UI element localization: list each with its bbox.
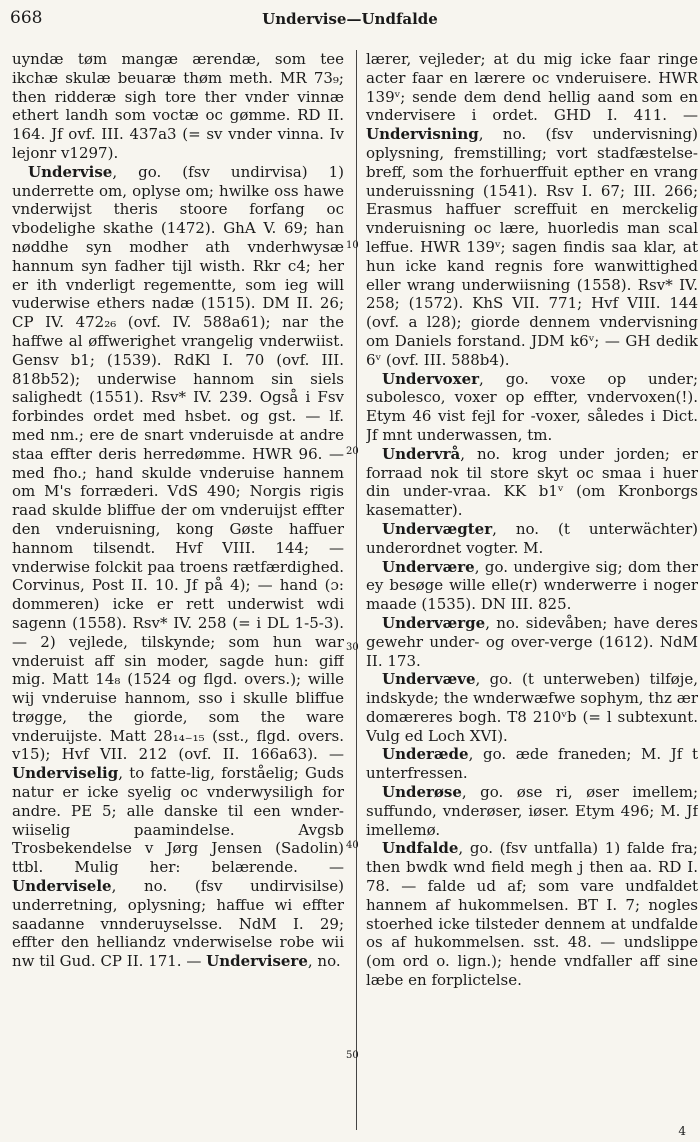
dictionary-entry: [366, 558, 698, 614]
entry-text: , no. (t unterwächter) underordnet vogter. M.: [366, 519, 698, 557]
dictionary-entry: [366, 370, 698, 445]
entry-text: , go. øse ri, øser imellem; suffundo, vnderøser, iøser. Etym 496; M. Jf imellemø.: [366, 783, 698, 839]
headword: Underæde: [382, 745, 469, 764]
headword: Underværge: [382, 613, 486, 632]
dictionary-entry: [366, 783, 698, 839]
entry-text: , no. (fsv undirvisilse) underretning, oplysning; haffue wi effter saadanne vnnderuyselsse. NdM I. 29; effter den helliandz vnderwiselse robe wii nw til Gud. CP II. 171. —: [12, 877, 344, 971]
left-column: [12, 50, 344, 1130]
headword: Undervægter: [382, 519, 493, 538]
entry-text: uyndæ tøm mangæ ærendæ, som tee ikchæ skulæ beuaræ thøm meth. MR 73₉; then ridderæ sigh tore ther vnder vinnæ ethert landh som voctæ oc gømme. RD II. 164. Jf ovf. III. 437a3 (= sv vnder vinna. Iv lejonr v1297).: [12, 50, 344, 162]
dictionary-entry: [12, 50, 344, 163]
headword: Undervæve: [382, 670, 476, 689]
dictionary-entry: [366, 745, 698, 783]
line-number: 40: [346, 840, 359, 851]
headword: Underøse: [382, 783, 462, 802]
right-column: [366, 50, 698, 1130]
dictionary-entry: [366, 670, 698, 745]
headword: Undervære: [382, 557, 475, 576]
entry-text: , go. voxe op under; subolesco, voxer op effter, vndervoxen(!). Etym 46 vist fejl for -voxer, således i Dict. Jf mnt underwassen, tm.: [366, 369, 698, 444]
dictionary-entry: [12, 163, 344, 971]
entry-text: , no. sidevåben; have deres gewehr under- og over-verge (1612). NdM II. 173.: [366, 613, 698, 670]
line-number: 10: [346, 240, 359, 251]
line-number: 30: [346, 642, 359, 653]
entry-text: , go. (fsv undirvisa) 1) underrette om, oplyse om; hwilke oss hawe vnderwijst theris stoore forfang oc vbodelighe skathe (1472). GhA V. 69; han nøddhe syn modher ath vnderhwysæ hannum syn fadher tijl wisth. Rkr c4; her er ith vnderligt regementte, som ieg will vuderwise ethers nadæ (1515). DM II. 26; CP IV. 472₂₆ (ovf. IV. 588a61); nar the haffwe al øffwerighet vrangelig vnderwiist. Gensv b1; (1539). RdKl I. 70 (ovf. III. 818b52); underwise hannom sin siels salighedt (1551). Rsv* IV. 239. Også i Fsv forbindes ordet med hsbet. og gst. — lf. med nm.; ere de snart vnderuisde at andre staa effter deris herredømme. HWR 96. — med fho.; hand skulde vnderuise hannem om M's forræderi. VdS 490; Norgis rigis raad skulde bliffue der om vnderuijst effter den vnderuisning, kong Gøste haffuer hannom tilsendt. Hvf VIII. 144; — vnderwise folckit paa troens rætfærdighed. Corvinus, Post II. 10. Jf på 4); — hand (ɔ: dommeren) icke er rett underwist wdi sagenn (1558). Rsv* IV. 258 (= i DL 1-5-3). — 2) vejlede, tilskynde; som hun war vnderuist aff sin moder, sagde hun: giff mig. Matt 14₈ (1524 og flgd. overs.); wille wij vnderuise hannom, sso i skulle bliffue trøgge, the giorde, som the ware vnderuijste. Matt 28₁₄₋₁₅ (sst., flgd. overs. v15); Hvf VII. 212 (ovf. II. 166a63). —: [12, 162, 344, 764]
headword: Undervoxer: [382, 369, 480, 388]
entry-text: , no. (fsv undervisning) oplysning, fremstilling; vort stadfæstelse-breff, som the forhuerffuit epther en vrang underuissning (1541). Rsv I. 67; III. 266; Erasmus haffuer screffuit en merckelig vnderuisning oc lære, huorledis man scal leffue. HWR 139ᵛ; sagen findis saa klar, at hun icke kand regnis fore wanwittighed eller wrang underwiisning (1558). Rsv* IV. 258; (1572). KhS VII. 771; Hvf VIII. 144 (ovf. a l28); giorde dennem vndervisning om Daniels forstand. JDM k6ᵛ; — GH dedik 6ᵛ (ovf. III. 588b4).: [366, 125, 698, 369]
dictionary-entry: [366, 614, 698, 670]
dictionary-entry: [366, 839, 698, 989]
entry-text: lærer, vejleder; at du mig icke faar ringe acter faar en lærere oc vnderuisere. HWR 139ᵛ; sende dem dend hellig aand som en vndervisere i ordet. GHD I. 411. —: [366, 50, 698, 125]
entry-text: , go. æde franeden; M. Jf t unterfressen.: [366, 745, 698, 783]
page-number: 668: [10, 8, 43, 28]
entry-text: , no. krog under jorden; er forraad nok til store skyt oc smaa i huer din under-vraa. KK b1ᵛ (om Kronborgs kasematter).: [366, 444, 698, 520]
page-marker: 4: [678, 1124, 686, 1138]
dictionary-entry: [366, 50, 698, 370]
headword: Undervisning: [366, 125, 479, 144]
headword: Undervisele: [12, 877, 112, 896]
headword: Undfalde: [382, 839, 459, 858]
entry-text: , go. (t unterweben) tilføje, indskyde; the wnderwæfwe sophym, thz ær domæreres bogh. T8 210ᵛb (= l subtexunt. Vulg ed Loch XVI).: [366, 670, 698, 745]
running-head: Undervise—Undfalde: [262, 10, 438, 28]
headword: Undervisere: [206, 952, 308, 971]
headword: Undervrå: [382, 444, 461, 463]
entry-text: , go. undergive sig; dom ther ey besøge wille elle(r) wnderwerre i noger maade (1535). DN III. 825.: [366, 557, 698, 614]
headword: Underviselig: [12, 764, 119, 783]
headword: Undervise: [28, 162, 113, 181]
column-divider: [356, 50, 357, 1130]
dictionary-entry: [366, 520, 698, 558]
entry-text: , go. (fsv untfalla) 1) falde fra; then bwdk wnd field megh j then aa. RD I. 78. — falde ud af; som vare undfaldet hannem af hukommelsen. BT I. 7; nogles stoerhed icke tilsteder dennem at undfalde os af hukommelsen. sst. 48. — undslippe (om ord o. lign.); hende vndfaller aff sine læbe en forplictelse.: [366, 839, 698, 990]
entry-text: , to fatte-lig, forståelig; Guds natur er icke syelig oc vnderwysiligh for andre. PE 5; alle danske til een wnder-wiiselig paamindelse. Avgsb Trosbekendelse v Jørg Jensen (Sadolin) ttbl. Mulig her: belærende. —: [12, 764, 344, 877]
line-number: 20: [346, 446, 359, 457]
line-number: 50: [346, 1050, 359, 1061]
dictionary-entry: [366, 445, 698, 520]
entry-text: , no.: [307, 952, 341, 971]
